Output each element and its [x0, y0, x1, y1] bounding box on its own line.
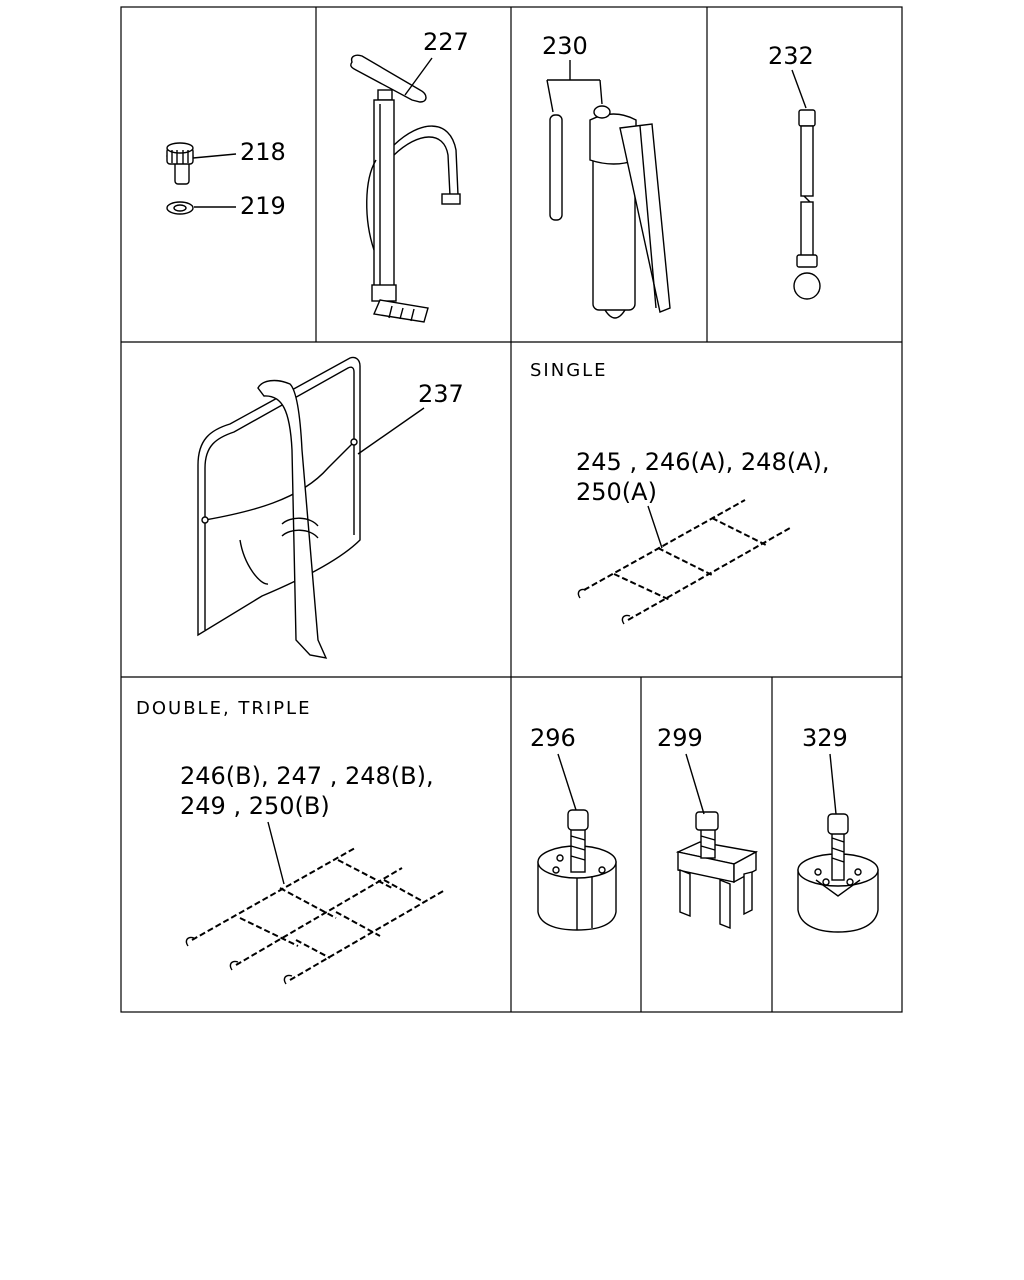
part-label-230: 230 — [542, 32, 588, 60]
part-label-line1-single: 245 , 246(A), 248(A), — [576, 448, 830, 476]
washer-part — [167, 202, 193, 214]
puller-299-part — [678, 812, 756, 928]
panel-double-triple-chain — [136, 698, 445, 984]
grease-gun-part — [550, 106, 670, 318]
single-tire-chain-part — [578, 500, 790, 624]
panel-232 — [768, 42, 820, 299]
part-label-299: 299 — [657, 724, 703, 752]
bearing-puller-296-part — [538, 810, 616, 930]
part-label-line2-single: 250(A) — [576, 478, 657, 506]
part-label-329: 329 — [802, 724, 848, 752]
panel-227 — [351, 28, 469, 322]
caption-double-triple: DOUBLE, TRIPLE — [136, 698, 312, 719]
panel-single-chain — [530, 360, 830, 624]
part-label-296: 296 — [530, 724, 576, 752]
extension-hose-part — [794, 110, 820, 299]
part-label-227: 227 — [423, 28, 469, 56]
part-label-232: 232 — [768, 42, 814, 70]
part-label-line1-double-triple: 246(B), 247 , 248(B), — [180, 762, 434, 790]
double-tire-chain-part — [186, 848, 445, 984]
part-label-218: 218 — [240, 138, 286, 166]
panel-299 — [657, 724, 756, 928]
part-label-line2-double-triple: 249 , 250(B) — [180, 792, 330, 820]
panel-329 — [798, 724, 878, 932]
caption-single: SINGLE — [530, 360, 608, 381]
tool-bag-part — [198, 357, 360, 658]
panel-230 — [542, 32, 670, 318]
panel-218-219 — [167, 138, 286, 220]
panel-237 — [198, 357, 464, 658]
panel-296 — [530, 724, 616, 930]
part-label-237: 237 — [418, 380, 464, 408]
cap-nut-part — [167, 143, 193, 184]
puller-329-part — [798, 814, 878, 932]
part-label-219: 219 — [240, 192, 286, 220]
